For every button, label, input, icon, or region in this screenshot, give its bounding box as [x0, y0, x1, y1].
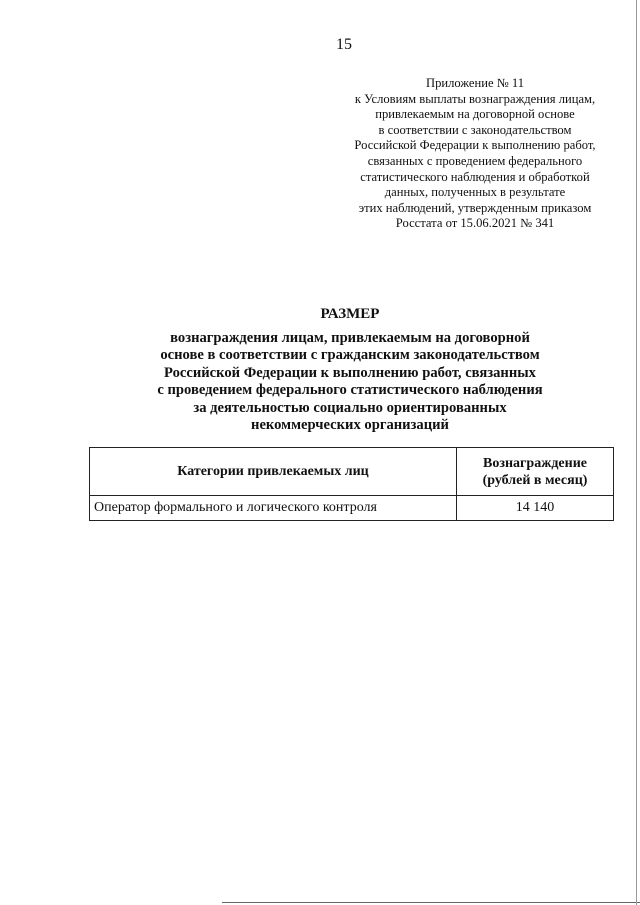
table-header-row — [90, 448, 614, 496]
header-reward — [457, 448, 614, 496]
appendix-line: привлекаемым на договорной основе — [375, 107, 575, 122]
appendix-line: Росстата от 15.06.2021 № 341 — [395, 216, 555, 231]
heading-title: РАЗМЕР — [320, 306, 380, 322]
appendix-line: к Условиям выплаты вознаграждения лицам, — [354, 91, 596, 106]
appendix-line: в соответствии с законодательством — [378, 122, 572, 137]
reward-table — [89, 447, 614, 521]
appendix-line: связанных с проведением федерального — [367, 153, 583, 168]
header-reward-line: Вознаграждение — [483, 455, 587, 471]
appendix-line: Приложение № 11 — [425, 76, 525, 90]
page-number: 15 — [336, 36, 352, 53]
table-row — [90, 496, 614, 521]
heading-line: вознаграждения лицам, привлекаемым на договорной — [170, 329, 530, 346]
heading-line: Российской Федерации к выполнению работ, связанных — [164, 364, 536, 381]
row-reward: 14 140 — [457, 496, 614, 521]
appendix-line: Российской Федерации к выполнению работ, — [354, 138, 596, 153]
appendix-line: статистического наблюдения и обработкой — [360, 169, 590, 184]
appendix-reference — [330, 76, 620, 232]
header-reward-unit: (рублей в месяц) — [482, 472, 588, 488]
document-heading — [90, 306, 610, 435]
appendix-line: данных, полученных в результате — [384, 185, 566, 200]
scan-edge-right — [636, 0, 637, 905]
heading-line: некоммерческих организаций — [251, 417, 449, 433]
heading-line: за деятельностью социально ориентированных — [193, 399, 507, 416]
appendix-line: этих наблюдений, утвержденным приказом — [358, 200, 592, 215]
row-category: Оператор формального и логического контроля — [90, 496, 457, 521]
header-category: Категории привлекаемых лиц — [90, 448, 457, 496]
scan-edge-bottom — [222, 902, 640, 903]
heading-line: основе в соответствии с гражданским законодательством — [160, 347, 540, 363]
heading-line: с проведением федерального статистического наблюдения — [157, 382, 543, 398]
